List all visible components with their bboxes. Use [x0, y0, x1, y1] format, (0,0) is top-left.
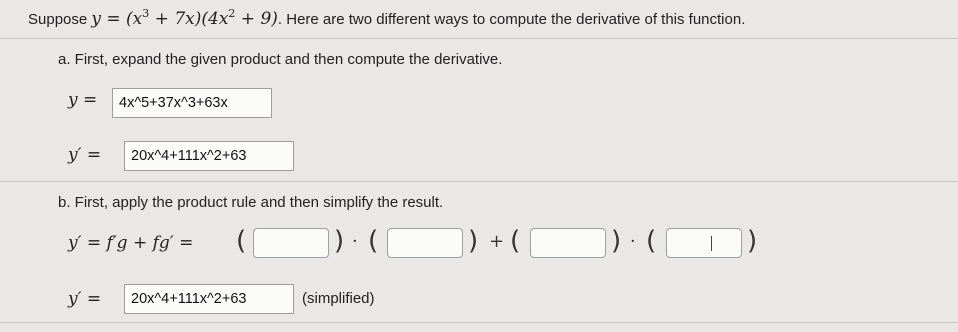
- open-paren: (: [368, 226, 379, 256]
- question-header: [28, 9, 745, 29]
- f-blank[interactable]: [530, 228, 606, 258]
- close-paren: ): [468, 226, 479, 256]
- close-paren: ): [747, 226, 758, 256]
- times-symbol: ·: [352, 231, 358, 252]
- f-prime-blank[interactable]: [253, 228, 329, 258]
- yprime-simplified-value: 20x^4+111x^2+63: [131, 291, 247, 307]
- open-paren: (: [646, 226, 657, 256]
- part-b-prompt: b. First, apply the product rule and then simplify the result.: [58, 194, 444, 211]
- product-rule-formula: y′ = f′g + fg′ =: [68, 233, 194, 253]
- plus-symbol: +: [489, 231, 505, 252]
- yprime-label: y′ =: [68, 145, 102, 165]
- text-cursor: [711, 236, 712, 251]
- open-paren: (: [510, 226, 521, 256]
- y-answer-field[interactable]: [112, 88, 272, 118]
- divider: [0, 322, 958, 323]
- function-formula: $y = (x^3 + 7x)(4x^2 + 9)$: [91, 7, 278, 29]
- yprime-answer-value: 20x^4+111x^2+63: [131, 148, 247, 164]
- divider: [0, 181, 958, 182]
- times-symbol: ·: [630, 231, 636, 252]
- g-prime-blank[interactable]: [666, 228, 742, 258]
- yprime-simplified-label: y′ =: [68, 289, 102, 309]
- yprime-answer-field[interactable]: [124, 141, 294, 171]
- close-paren: ): [611, 226, 622, 256]
- header-prefix: Suppose: [28, 11, 88, 28]
- header-suffix: . Here are two different ways to compute the derivative of this function.: [277, 11, 746, 28]
- divider: [0, 38, 958, 39]
- g-blank[interactable]: [387, 228, 463, 258]
- part-a-prompt: a. First, expand the given product and then compute the derivative.: [58, 51, 503, 68]
- yprime-simplified-field[interactable]: [124, 284, 294, 314]
- y-answer-value: 4x^5+37x^3+63x: [119, 95, 228, 111]
- open-paren: (: [236, 226, 247, 256]
- simplified-label: (simplified): [302, 290, 375, 307]
- close-paren: ): [334, 226, 345, 256]
- y-label: y =: [68, 90, 98, 110]
